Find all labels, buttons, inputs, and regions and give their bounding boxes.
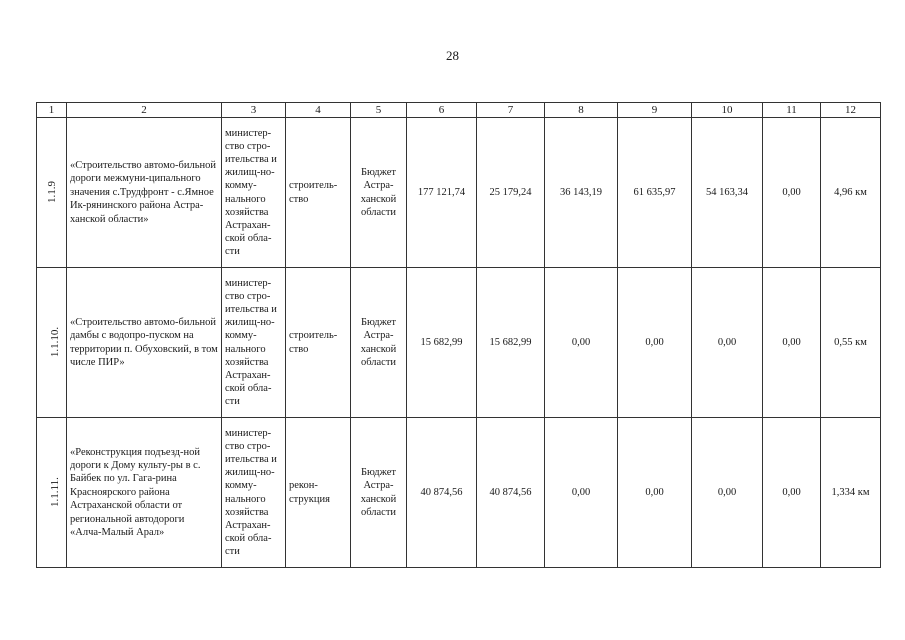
column-header: 11 [763,103,821,118]
funding-year-value: 0,00 [692,418,763,568]
funding-year-value: 61 635,97 [618,118,692,268]
work-type: строитель-ство [286,268,351,418]
column-header: 3 [222,103,286,118]
result-length: 1,334 км [821,418,881,568]
column-header: 5 [351,103,407,118]
work-type: строитель-ство [286,118,351,268]
funding-total: 40 874,56 [407,418,477,568]
funding-year-value: 0,00 [763,118,821,268]
row-number-cell [37,418,67,568]
responsible-organization: министер-ство стро-ительства и жилищ-но-комму-нального хозяйства Астрахан-ской обла-сти [222,418,286,568]
table-row [37,418,881,568]
object-name: «Строительство автомо-бильной дамбы с водопро-пуском на территории п. Обуховский, в том числе ПИР» [67,268,222,418]
row-number-cell [37,268,67,418]
program-table [36,102,881,568]
column-header: 6 [407,103,477,118]
funding-year-value: 0,00 [545,268,618,418]
funding-year-value: 0,00 [545,418,618,568]
column-header: 1 [37,103,67,118]
funding-year-value: 0,00 [763,268,821,418]
responsible-organization: министер-ство стро-ительства и жилищ-но-комму-нального хозяйства Астрахан-ской обла-сти [222,118,286,268]
column-number-row [37,103,881,118]
funding-year-value: 40 874,56 [477,418,545,568]
funding-year-value: 0,00 [618,418,692,568]
column-header: 7 [477,103,545,118]
funding-source: Бюджет Астра-ханской области [351,418,407,568]
table-row [37,268,881,418]
funding-total: 177 121,74 [407,118,477,268]
funding-year-value: 25 179,24 [477,118,545,268]
funding-year-value: 0,00 [763,418,821,568]
page-number: 28 [446,48,459,63]
column-header: 12 [821,103,881,118]
funding-year-value: 54 163,34 [692,118,763,268]
funding-year-value: 15 682,99 [477,268,545,418]
object-name: «Строительство автомо-бильной дороги межмуни-ципального значения с.Трудфронт - с.Ямное Ик-рянинского района Астра-ханской области» [67,118,222,268]
row-number: 1.1.11. [48,477,61,508]
column-header: 9 [618,103,692,118]
funding-source: Бюджет Астра-ханской области [351,268,407,418]
row-number: 1.1.9 [45,181,58,204]
funding-total: 15 682,99 [407,268,477,418]
funding-year-value: 0,00 [618,268,692,418]
responsible-organization: министер-ство стро-ительства и жилищ-но-комму-нального хозяйства Астрахан-ской обла-сти [222,268,286,418]
funding-year-value: 0,00 [692,268,763,418]
object-name: «Реконструкция подъезд-ной дороги к Дому культу-ры в с. Байбек по ул. Гага-рина Красноярского района Астраханской области от региональной автодороги «Алча-Малый Арал» [67,418,222,568]
row-number: 1.1.10. [49,327,62,358]
column-header: 8 [545,103,618,118]
row-number-cell [37,118,67,268]
work-type: рекон-струкция [286,418,351,568]
column-header: 2 [67,103,222,118]
column-header: 10 [692,103,763,118]
table-row [37,118,881,268]
result-length: 4,96 км [821,118,881,268]
column-header: 4 [286,103,351,118]
funding-year-value: 36 143,19 [545,118,618,268]
funding-source: Бюджет Астра-ханской области [351,118,407,268]
result-length: 0,55 км [821,268,881,418]
